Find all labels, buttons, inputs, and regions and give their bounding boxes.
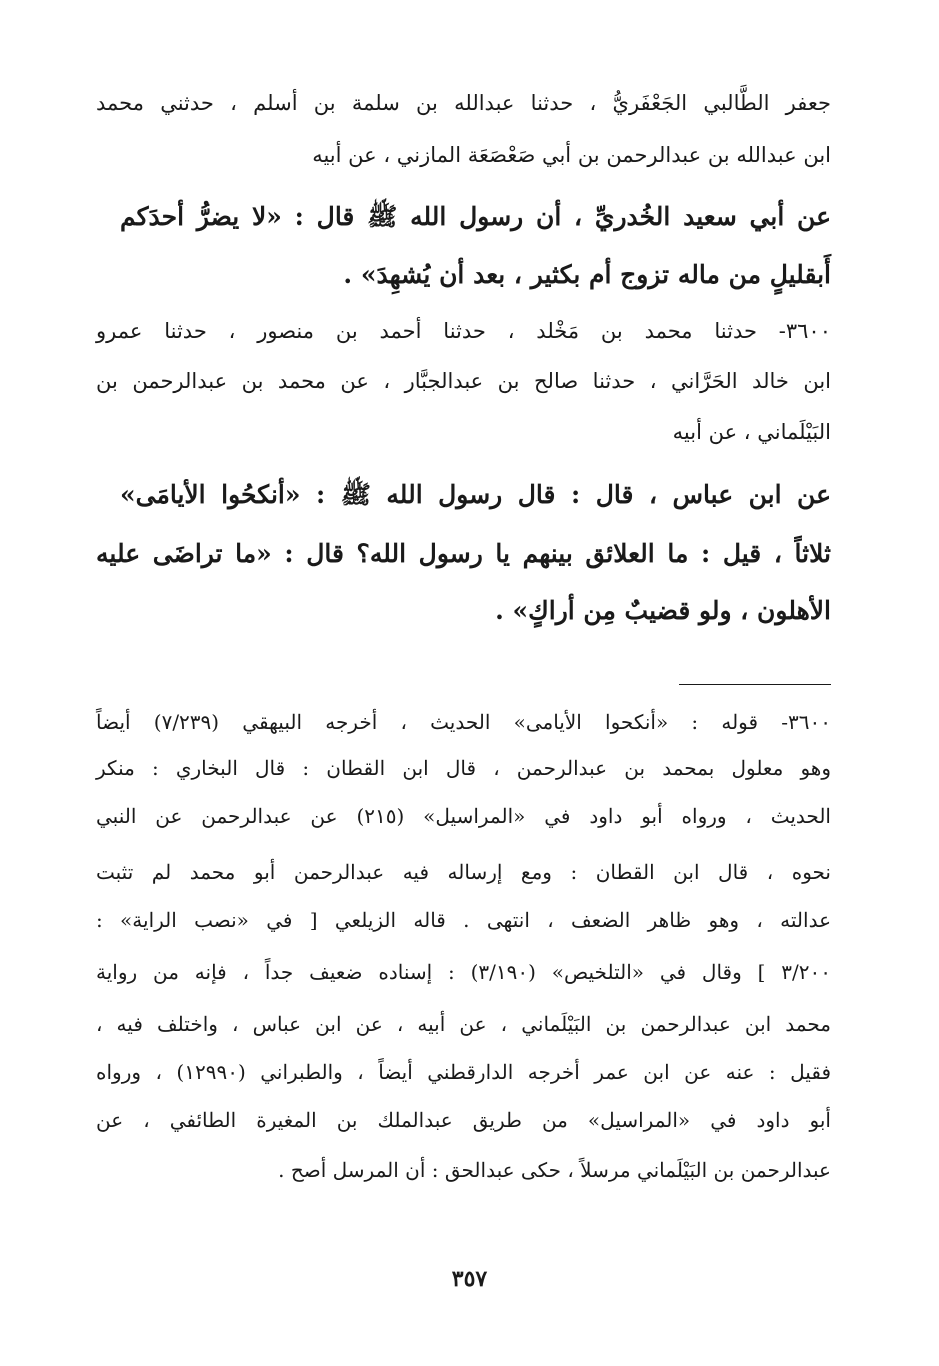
hadith-3600-text-line-2: ثلاثاً ، قيل : ما العلائق بينهم يا رسول الله؟ قال : «ما تراضَى عليه (96, 539, 831, 568)
footnote-line-6: ٣/٢٠٠ ] وقال في «التلخيص» (٣/١٩٠) : إسناده ضعيف جداً ، فإنه من رواية (96, 960, 831, 984)
footnote-line-8: فقيل : عنه عن ابن عمر أخرجه الدارقطني أيضاً ، والطبراني (١٢٩٩٠) ، ورواه (96, 1060, 832, 1084)
page-number: ٣٥٧ (451, 1266, 488, 1292)
chain-3599-line-2: ابن عبدالله بن عبدالرحمن بن أبي صَعْصَعَة المازني ، عن أبيه (312, 143, 831, 167)
hadith-3599-text-line-1: عن أبي سعيد الخُدريِّ ، أن رسول الله ﷺ قال : «لا يضرُّ أحدَكم (120, 202, 831, 231)
hadith-3599-text-line-2: أَبقليلٍ من ماله تزوج أم بكثير ، بعد أن يُشهِدَ» . (343, 260, 831, 289)
footnote-line-9: أبو داود في «المراسيل» من طريق عبدالملك بن المغيرة الطائفي ، عن (96, 1108, 831, 1132)
footnote-line-2: وهو معلول بمحمد بن عبدالرحمن ، قال ابن القطان : قال البخاري : منكر (96, 756, 831, 780)
footnote-separator (679, 684, 831, 685)
footnote-line-5: عدالته ، وهو ظاهر الضعف ، انتهى . قاله الزيلعي [ في «نصب الراية» : (96, 908, 831, 932)
chain-3600-line-2: ابن خالد الحَرَّاني ، حدثنا صالح بن عبدالجبَّار ، عن محمد بن عبدالرحمن بن (96, 369, 831, 393)
footnote-line-1: ٣٦٠٠- قوله : «أنكحوا الأيامى» الحديث ، أخرجه البيهقي (٧/٢٣٩) أيضاً (96, 710, 832, 734)
footnote-line-7: محمد ابن عبدالرحمن بن البَيْلَماني ، عن أبيه ، عن ابن عباس ، واختلف فيه ، (96, 1012, 831, 1036)
footnote-line-4: نحوه ، قال ابن القطان : ومع إرساله فيه عبدالرحمن أبو محمد لم تثبت (96, 860, 832, 884)
hadith-3600-text-line-1: عن ابن عباس ، قال : قال رسول الله ﷺ : «أنكحُوا الأيامَى» (120, 480, 831, 509)
hadith-3600-text-line-3: الأهلون ، ولو قضيبٌ مِن أراكٍ» . (495, 596, 831, 625)
chain-3599-line-1: جعفر الطَّالبي الجَعْفَريُّ ، حدثنا عبدالله بن سلمة بن أسلم ، حدثني محمد (96, 91, 831, 115)
chain-3600-line-3: البَيْلَماني ، عن أبيه (672, 420, 831, 444)
chain-3600-line-1: ٣٦٠٠- حدثنا محمد بن مَخْلد ، حدثنا أحمد بن منصور ، حدثنا عمرو (96, 319, 831, 343)
footnote-line-10: عبدالرحمن بن البَيْلَماني مرسلاً ، حكى عبدالحق : أن المرسل أصح . (278, 1158, 831, 1182)
footnote-line-3: الحديث ، ورواه أبو داود في «المراسيل» (٢١٥) عن عبدالرحمن عن النبي (96, 804, 831, 828)
